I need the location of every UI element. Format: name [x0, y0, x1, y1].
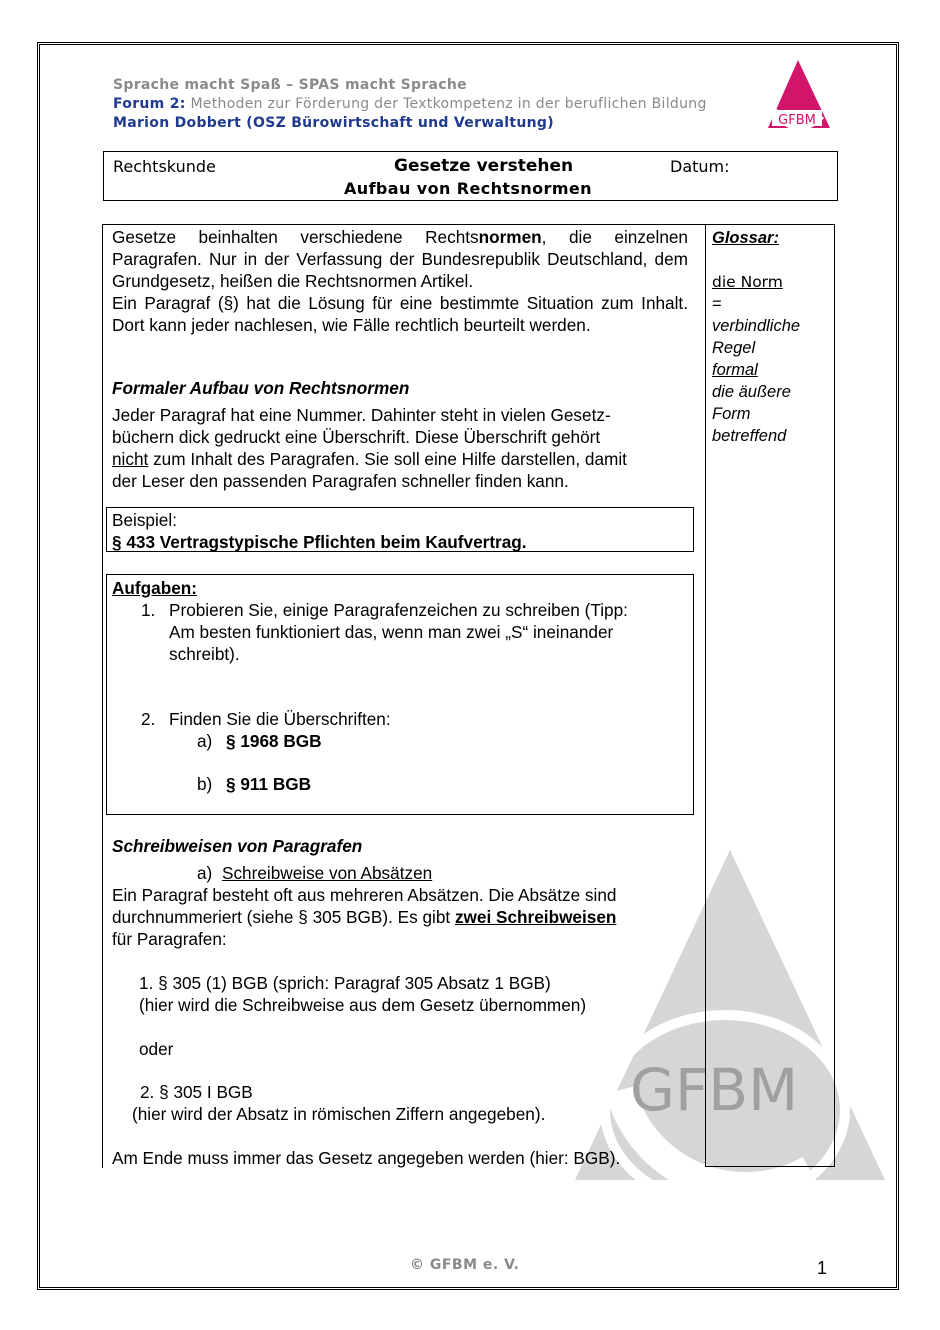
- header-forum: [113, 96, 707, 112]
- glossary-title: Glossar:: [712, 229, 779, 247]
- page-title: Gesetze verstehen: [394, 156, 574, 176]
- watermark-text: GFBM: [630, 1056, 799, 1124]
- tasks-title: Aufgaben:: [112, 578, 197, 598]
- oder-text: oder: [139, 1039, 174, 1059]
- option2-note: (hier wird der Absatz in römischen Ziffern angegeben).: [132, 1104, 546, 1124]
- glossary-def-formal-1: die äußere: [712, 383, 791, 401]
- task2-text: Finden Sie die Überschriften:: [169, 709, 391, 729]
- section1-line4: der Leser den passenden Paragrafen schneller finden kann.: [112, 471, 569, 491]
- page-number: 1: [817, 1258, 828, 1278]
- section2-line3: für Paragrafen:: [112, 929, 227, 949]
- logo-text: GFBM: [778, 113, 816, 128]
- glossary-box: [705, 224, 835, 1167]
- section-heading-schreibweisen: Schreibweisen von Paragrafen: [112, 836, 363, 856]
- intro-paragraph-2: Ein Paragraf (§) hat die Lösung für eine bestimmte Situation zum Inhalt. Dort kann jeder nachlesen, wie Fälle rechtlich beurteilt werden.: [112, 293, 688, 335]
- glossary-term-formal: formal: [712, 361, 758, 379]
- example-box: [106, 507, 694, 552]
- task2a-text: § 1968 BGB: [226, 731, 322, 751]
- gfbm-logo: [760, 58, 832, 136]
- closing-line: Am Ende muss immer das Gesetz angegeben werden (hier: BGB).: [112, 1148, 621, 1168]
- task2-number: 2.: [141, 709, 156, 729]
- task1-line2: Am besten funktioniert das, wenn man zwei „S“ ineinander: [169, 622, 614, 642]
- section1-line1: Jeder Paragraf hat eine Nummer. Dahinter steht in vielen Gesetz-: [112, 405, 611, 425]
- example-label: Beispiel:: [112, 510, 177, 530]
- glossary-equals: =: [712, 295, 722, 313]
- option2: 2. § 305 I BGB: [140, 1082, 253, 1102]
- example-text: § 433 Vertragstypische Pflichten beim Kaufvertrag.: [112, 532, 527, 552]
- header-author: Marion Dobbert (OSZ Bürowirtschaft und Verwaltung): [113, 115, 554, 131]
- glossary-term-norm: die Norm: [712, 273, 783, 291]
- task1-number: 1.: [141, 600, 156, 620]
- section2-line1: Ein Paragraf besteht oft aus mehreren Absätzen. Die Absätze sind: [112, 885, 617, 905]
- section1-line2: büchern dick gedruckt eine Überschrift. Diese Überschrift gehört: [112, 427, 601, 447]
- glossary-def-formal-3: betreffend: [712, 427, 787, 445]
- glossary-def-norm-1: verbindliche: [712, 317, 801, 335]
- section2-line2: durchnummeriert (siehe § 305 BGB). Es gibt zwei Schreibweisen: [112, 907, 617, 927]
- section-heading-aufbau: Formaler Aufbau von Rechtsnormen: [112, 378, 410, 398]
- task2b-text: § 911 BGB: [226, 774, 312, 794]
- section1-line3: nicht zum Inhalt des Paragrafen. Sie soll eine Hilfe darstellen, damit: [112, 449, 627, 469]
- header-line1: Sprache macht Spaß – SPAS macht Sprache: [113, 77, 467, 93]
- date-label: Datum:: [670, 157, 730, 176]
- section2-sub-text: Schreibweise von Absätzen: [222, 863, 433, 883]
- option1-note: (hier wird die Schreibweise aus dem Gesetz übernommen): [139, 995, 587, 1015]
- page-subtitle: Aufbau von Rechtsnormen: [344, 179, 592, 198]
- task2a-label: a): [197, 731, 213, 751]
- task1-line3: schreibt).: [169, 644, 240, 664]
- footer-copyright: © GFBM e. V.: [410, 1257, 520, 1273]
- glossary-def-norm-2: Regel: [712, 339, 756, 357]
- task2b-label: b): [197, 774, 213, 794]
- forum-text: Methoden zur Förderung der Textkompetenz in der beruflichen Bildung: [185, 96, 707, 112]
- subject: Rechtskunde: [113, 157, 216, 176]
- section2-sub-label: a): [197, 863, 213, 883]
- forum-label: Forum 2:: [113, 96, 186, 112]
- option1: 1. § 305 (1) BGB (sprich: Paragraf 305 Absatz 1 BGB): [139, 973, 551, 993]
- intro-paragraph-1: Gesetze beinhalten verschiedene Rechtsnormen, die einzelnen Paragrafen. Nur in der Verfassung der Bundesrepublik Deutschland, dem Grundgesetz, heißen die Rechtsnormen Artikel.: [112, 227, 688, 291]
- title-box: [103, 151, 838, 201]
- glossary-def-formal-2: Form: [712, 405, 751, 423]
- task1-line1: Probieren Sie, einige Paragrafenzeichen zu schreiben (Tipp:: [169, 600, 628, 620]
